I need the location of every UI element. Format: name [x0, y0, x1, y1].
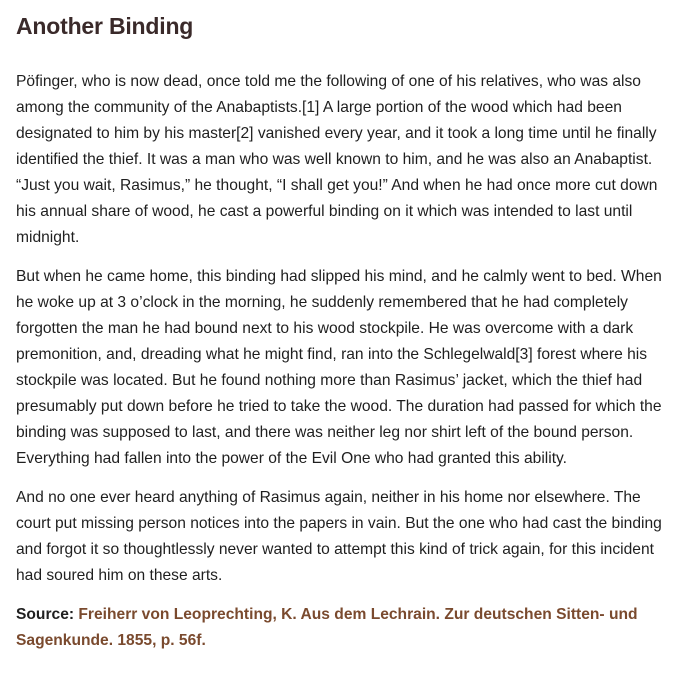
- paragraph-1: Pöfinger, who is now dead, once told me the following of one of his relatives, who was also among the community of the Anabaptists.[1] A large portion of the wood which had been designated to him by his master[2] vanished every year, and it took a long time until he finally identified the thief. It was a man who was well known to him, and he was also an Anabaptist. “Just you wait, Rasimus,” he thought, “I shall get you!” And when he had once more cut down his annual share of wood, he cast a powerful binding on it which was intended to last until midnight.: [16, 73, 658, 246]
- source-line: [16, 602, 672, 654]
- source-label: Source:: [16, 606, 75, 623]
- article-title: Another Binding: [16, 13, 194, 39]
- paragraph-3: And no one ever heard anything of Rasimus again, neither in his home nor elsewhere. The court put missing person notices into the papers in vain. But the one who had cast the binding and forgot it so thoughtlessly never wanted to attempt this kind of trick again, for this incident had soured him on these arts.: [16, 489, 662, 584]
- paragraph-2: But when he came home, this binding had slipped his mind, and he calmly went to bed. When he woke up at 3 o’clock in the morning, he suddenly remembered that he had completely forgotten the man he had bound next to his wood stockpile. He was overcome with a dark premonition, and, dreading what he might find, ran into the Schlegelwald[3] forest where his stockpile was located. But he found nothing more than Rasimus’ jacket, which the thief had presumably put down before he tried to take the wood. The duration had passed for which the binding was supposed to last, and there was neither leg nor shirt left of the bound person. Everything had fallen into the power of the Evil One who had granted this ability.: [16, 268, 662, 467]
- source-link[interactable]: Freiherr von Leoprechting, K. Aus dem Lechrain. Zur deutschen Sitten- und Sagenkunde. 1855, p. 56f.: [16, 606, 638, 649]
